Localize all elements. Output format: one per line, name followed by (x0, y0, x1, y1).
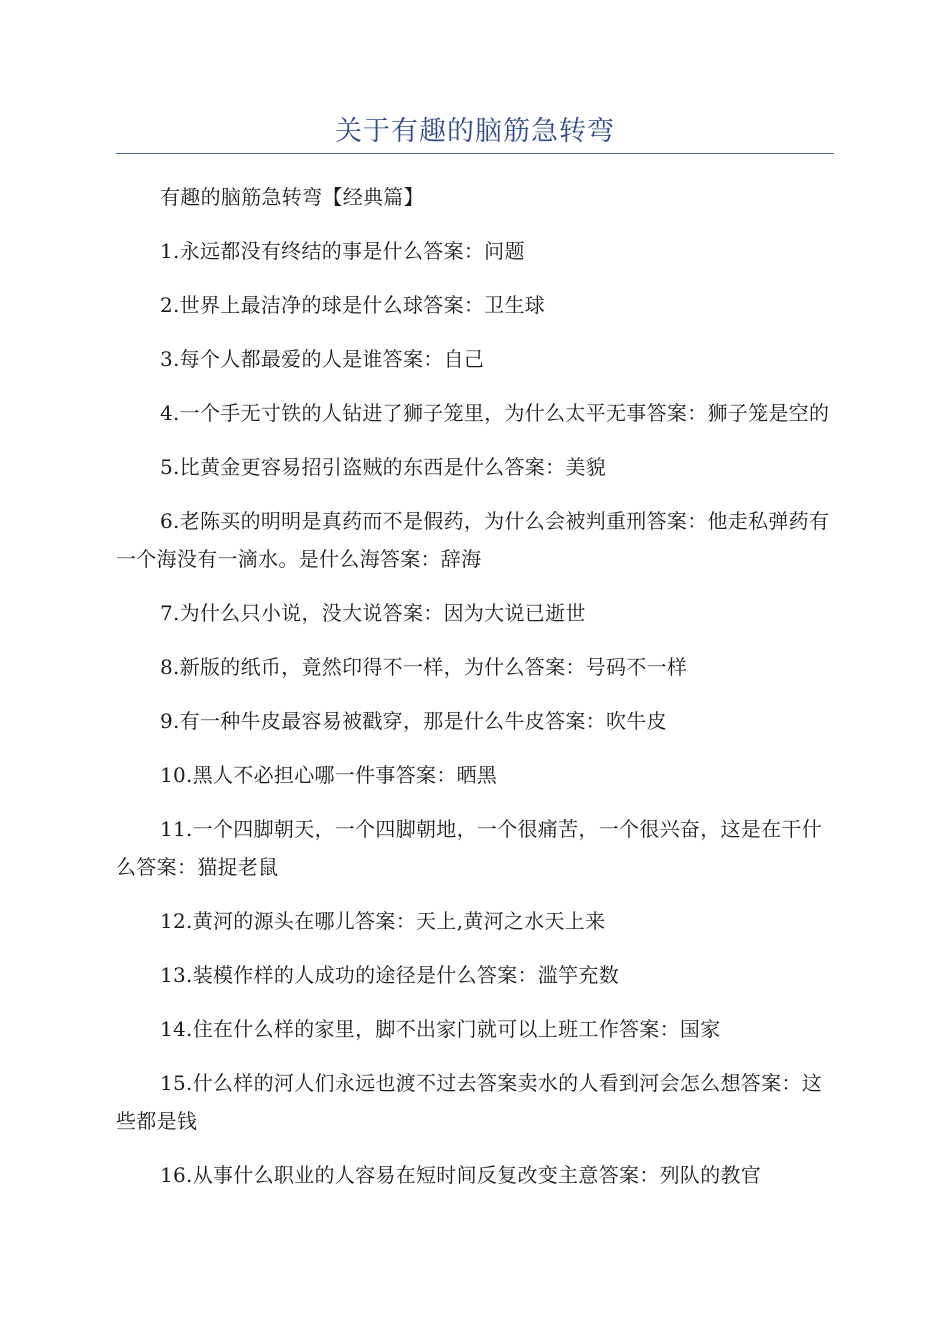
paragraph: 9.有一种牛皮最容易被戳穿，那是什么牛皮答案：吹牛皮 (160, 709, 667, 733)
document-body (116, 178, 834, 1210)
paragraph: 2.世界上最洁净的球是什么球答案：卫生球 (160, 293, 546, 317)
paragraph: 13.装模作样的人成功的途径是什么答案：滥竽充数 (160, 963, 620, 987)
paragraph: 3.每个人都最爱的人是谁答案：自己 (160, 347, 485, 371)
paragraph: 6.老陈买的明明是真药而不是假药，为什么会被判重刑答案：他走私弹药有一个海没有一滴水。是什么海答案：辞海 (116, 509, 830, 571)
paragraph: 1.永远都没有终结的事是什么答案：问题 (160, 239, 525, 263)
paragraph-heading: 有趣的脑筋急转弯【经典篇】 (160, 185, 424, 209)
paragraph: 16.从事什么职业的人容易在短时间反复改变主意答案：列队的教官 (160, 1163, 762, 1187)
paragraph: 15.什么样的河人们永远也渡不过去答案卖水的人看到河会怎么想答案：这些都是钱 (116, 1071, 823, 1133)
paragraph: 14.住在什么样的家里，脚不出家门就可以上班工作答案：国家 (160, 1017, 721, 1041)
paragraph: 8.新版的纸币，竟然印得不一样，为什么答案：号码不一样 (160, 655, 688, 679)
document-title: 关于有趣的脑筋急转弯 (335, 116, 615, 147)
paragraph: 11.一个四脚朝天，一个四脚朝地，一个很痛苦，一个很兴奋，这是在干什么答案：猫捉老鼠 (116, 817, 823, 879)
paragraph: 5.比黄金更容易招引盗贼的东西是什么答案：美貌 (160, 455, 606, 479)
title-divider (116, 153, 834, 154)
paragraph: 10.黑人不必担心哪一件事答案：晒黑 (160, 763, 498, 787)
paragraph: 4.一个手无寸铁的人钻进了狮子笼里，为什么太平无事答案：狮子笼是空的 (160, 401, 830, 425)
paragraph: 7.为什么只小说，没大说答案：因为大说已逝世 (160, 601, 586, 625)
paragraph: 12.黄河的源头在哪儿答案：天上,黄河之水天上来 (160, 909, 606, 933)
